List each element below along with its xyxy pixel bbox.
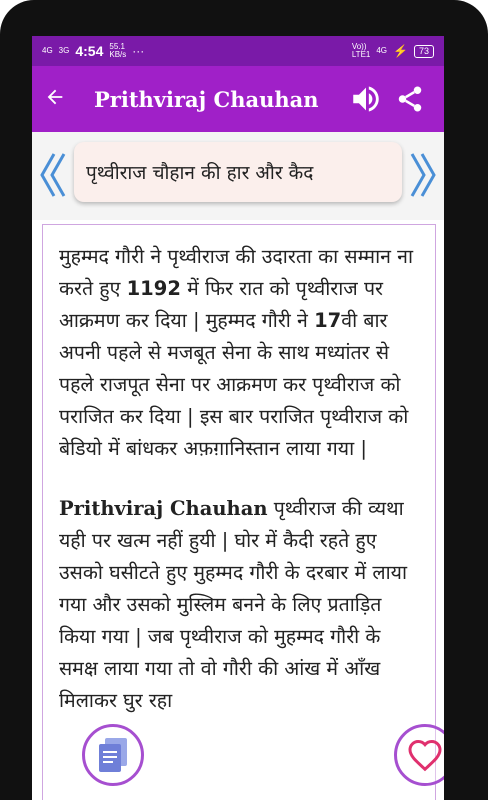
notes-button[interactable] [82, 724, 144, 786]
more-notifications-icon: ··· [132, 44, 145, 58]
app-bar [32, 66, 444, 132]
document-icon [96, 736, 130, 774]
share-icon [395, 84, 425, 114]
year-number: 1192 [126, 277, 181, 300]
heart-icon [407, 738, 443, 772]
screen [32, 36, 444, 800]
network-indicator-2: 3G [58, 46, 70, 55]
paragraph: मुहम्मद गौरी ने पृथ्वीराज की उदारता का सम्मान ना करते हुए 1192 में फिर रात को पृथ्वीराज पर आक्रमण कर दिया | मुहम्मद गौरी ने 17वी बार अपनी पहले से मजबूत सेना के साथ मध्यांतर से पहले राजपूत सेना पर आक्रमण कर पृथ्वीराज को पराजित कर दिया | इस बार पराजित पृथ्वीराज को बेडियो में बांधकर अफ़ग़ानिस्तान लाया गया | [59, 245, 414, 460]
speaker-icon [349, 82, 383, 116]
previous-chapter-button[interactable] [38, 150, 68, 200]
charging-icon: ⚡ [393, 44, 408, 58]
speak-button[interactable] [344, 79, 388, 119]
paragraph: Prithviraj Chauhan पृथ्वीराज की व्यथा यही पर खत्म नहीं हुयी | घोर में कैदी रहते हुए उसको घसीटते हुए मुहम्मद गौरी के दरबार में लाया गया और उसको मुस्लिम बनने के लिए प्रताड़ित किया गया | जब पृथ्वीराज को मुहम्मद गौरी के समक्ष लाया गया तो वो गौरी की आंख में आँख मिलाकर घुर रहा [59, 497, 407, 712]
double-chevron-right-icon [408, 150, 438, 200]
share-button[interactable] [388, 79, 432, 119]
page-title: Prithviraj Chauhan [94, 86, 319, 112]
clock: 4:54 [75, 43, 104, 59]
data-speed: 55.1 KB/s [109, 42, 127, 59]
network-indicator: 4G [42, 46, 53, 55]
highlighted-name: Prithviraj Chauhan [59, 497, 268, 520]
attempt-number: 17 [314, 309, 342, 332]
chapter-navigator [32, 132, 444, 220]
chapter-title: पृथ्वीराज चौहान की हार और कैद [74, 142, 402, 202]
battery-indicator: 73 [414, 45, 434, 58]
back-button[interactable] [44, 86, 84, 113]
story-content[interactable] [42, 224, 436, 800]
volte-indicator: Vo)) LTE1 [351, 42, 371, 59]
next-chapter-button[interactable] [408, 150, 438, 200]
signal-indicator: 4G [376, 46, 388, 55]
arrow-left-icon [44, 86, 66, 108]
status-bar [32, 36, 444, 66]
double-chevron-left-icon [38, 150, 68, 200]
